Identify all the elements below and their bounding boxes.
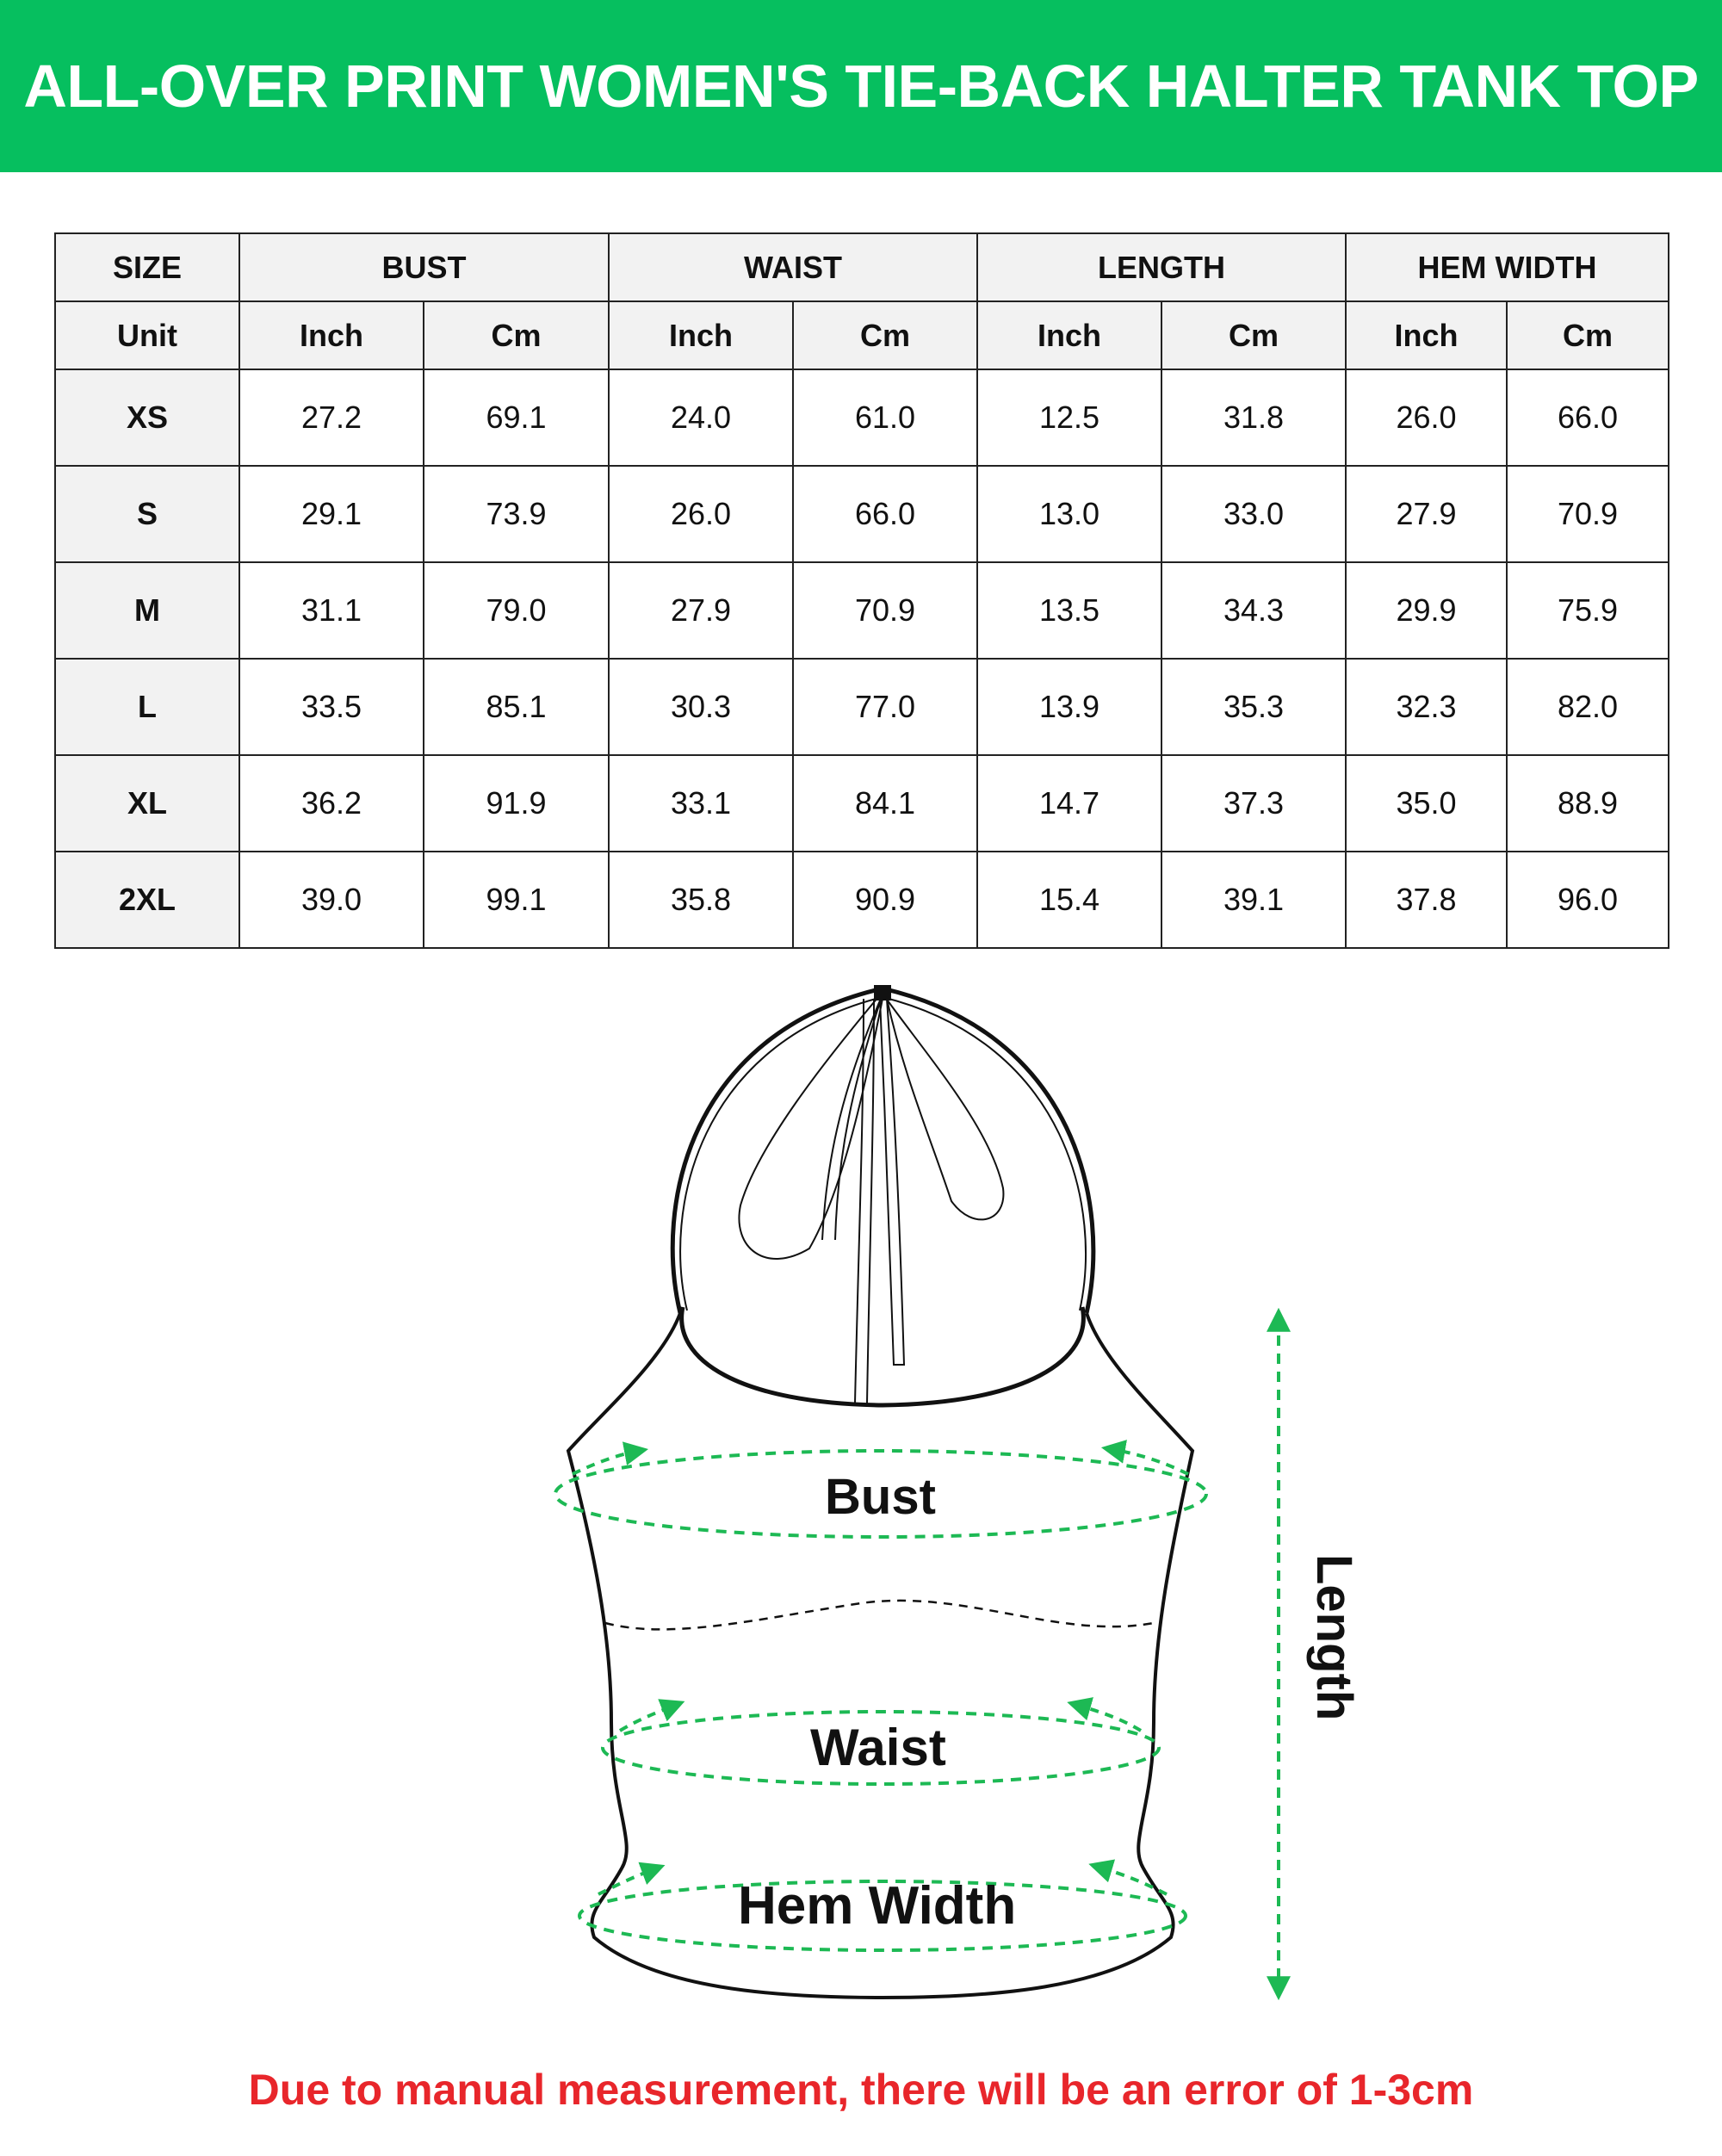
size-header: SIZE (55, 233, 239, 301)
table-cell: 69.1 (424, 369, 609, 466)
size-chart-table (54, 232, 1669, 949)
unit-header: Inch (239, 301, 424, 369)
size-cell: L (55, 659, 239, 755)
tie-knot (874, 985, 891, 1001)
table-cell: 35.8 (609, 852, 793, 948)
table-cell: 91.9 (424, 755, 609, 852)
table-cell: 13.9 (977, 659, 1161, 755)
table-cell: 33.5 (239, 659, 424, 755)
hem-width-header: HEM WIDTH (1346, 233, 1669, 301)
table-cell: 27.9 (1346, 466, 1507, 562)
table-cell: 70.9 (1507, 466, 1669, 562)
table-cell: 31.8 (1161, 369, 1346, 466)
table-cell: 35.3 (1161, 659, 1346, 755)
tie-loop (739, 997, 883, 1259)
table-cell: 27.9 (609, 562, 793, 659)
table-cell: 33.0 (1161, 466, 1346, 562)
waist-label: Waist (810, 1719, 946, 1776)
table-cell: 29.9 (1346, 562, 1507, 659)
table-row (55, 562, 1669, 659)
size-cell: 2XL (55, 852, 239, 948)
table-cell: 82.0 (1507, 659, 1669, 755)
table-row (55, 466, 1669, 562)
table-cell: 79.0 (424, 562, 609, 659)
table-cell: 29.1 (239, 466, 424, 562)
table-cell: 30.3 (609, 659, 793, 755)
halter-neck-outline (672, 988, 1093, 1313)
size-cell: XS (55, 369, 239, 466)
bust-label: Bust (825, 1469, 936, 1525)
table-cell: 13.5 (977, 562, 1161, 659)
page-title: ALL-OVER PRINT WOMEN'S TIE-BACK HALTER TANK TOP (23, 53, 1699, 120)
table-cell: 70.9 (793, 562, 977, 659)
table-cell: 24.0 (609, 369, 793, 466)
table-cell: 15.4 (977, 852, 1161, 948)
size-cell: XL (55, 755, 239, 852)
title-banner (0, 0, 1722, 172)
table-row (55, 852, 1669, 948)
halter-neck-inner (680, 997, 1086, 1310)
table-cell: 32.3 (1346, 659, 1507, 755)
measurement-disclaimer: Due to manual measurement, there will be an error of 1-3cm (248, 2066, 1474, 2114)
table-cell: 39.1 (1161, 852, 1346, 948)
group-header-row (55, 233, 1669, 301)
table-cell: 90.9 (793, 852, 977, 948)
table-cell: 77.0 (793, 659, 977, 755)
unit-header: Cm (1161, 301, 1346, 369)
table-cell: 36.2 (239, 755, 424, 852)
unit-header: Cm (1507, 301, 1669, 369)
table-cell: 27.2 (239, 369, 424, 466)
table-cell: 12.5 (977, 369, 1161, 466)
table-cell: 84.1 (793, 755, 977, 852)
table-cell: 61.0 (793, 369, 977, 466)
table-cell: 34.3 (1161, 562, 1346, 659)
length-header: LENGTH (977, 233, 1346, 301)
unit-header: Inch (609, 301, 793, 369)
table-cell: 33.1 (609, 755, 793, 852)
table-cell: 88.9 (1507, 755, 1669, 852)
table-cell: 66.0 (793, 466, 977, 562)
table-cell: 37.8 (1346, 852, 1507, 948)
table-cell: 85.1 (424, 659, 609, 755)
garment-diagram (0, 947, 1722, 2032)
table-cell: 31.1 (239, 562, 424, 659)
table-cell: 39.0 (239, 852, 424, 948)
length-label: Length (1306, 1554, 1362, 1721)
unit-header: Cm (424, 301, 609, 369)
waist-arrow (1076, 1705, 1141, 1731)
size-cell: M (55, 562, 239, 659)
table-cell: 96.0 (1507, 852, 1669, 948)
size-cell: S (55, 466, 239, 562)
table-cell: 66.0 (1507, 369, 1669, 466)
neckline-outline (682, 1307, 1084, 1405)
unit-label: Unit (55, 301, 239, 369)
table-row (55, 369, 1669, 466)
table-cell: 73.9 (424, 466, 609, 562)
table-cell: 99.1 (424, 852, 609, 948)
unit-header: Inch (1346, 301, 1507, 369)
waist-header: WAIST (609, 233, 977, 301)
table-cell: 26.0 (1346, 369, 1507, 466)
seam-line (605, 1601, 1154, 1629)
table-row (55, 659, 1669, 755)
table-cell: 26.0 (609, 466, 793, 562)
table-cell: 13.0 (977, 466, 1161, 562)
table-row (55, 755, 1669, 852)
table-cell: 14.7 (977, 755, 1161, 852)
unit-header-row (55, 301, 1669, 369)
unit-header: Inch (977, 301, 1161, 369)
bust-header: BUST (239, 233, 609, 301)
table-cell: 35.0 (1346, 755, 1507, 852)
table-cell: 75.9 (1507, 562, 1669, 659)
table-cell: 37.3 (1161, 755, 1346, 852)
unit-header: Cm (793, 301, 977, 369)
hem-width-label: Hem Width (738, 1876, 1017, 1936)
